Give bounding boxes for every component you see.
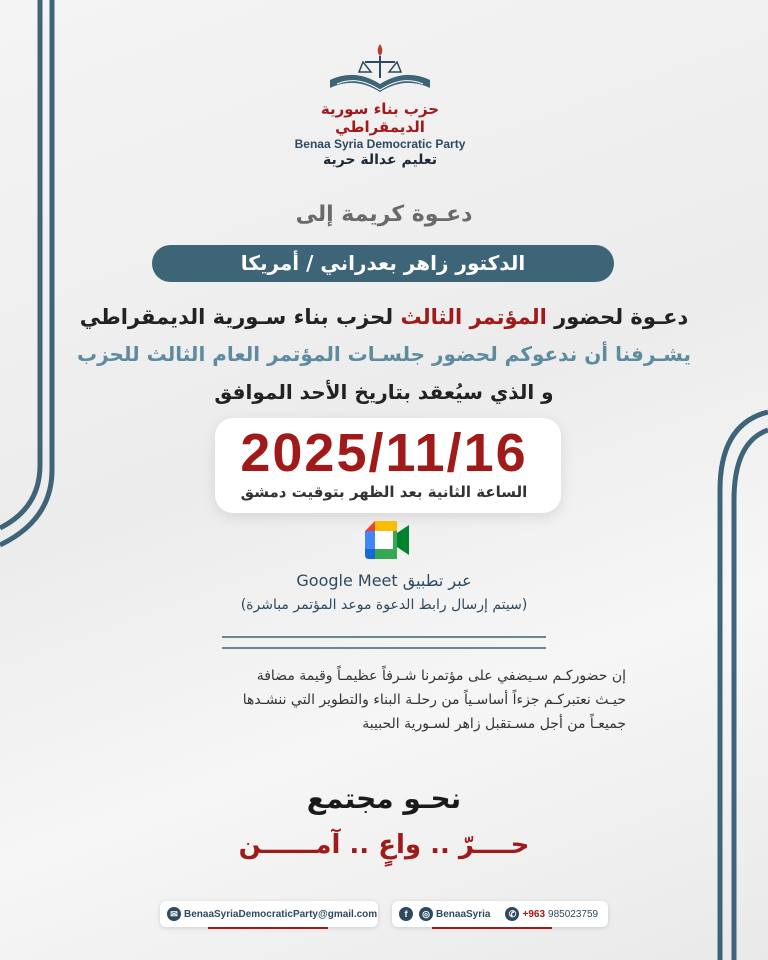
recipient-banner: الدكتور زاهر بعدراني / أمريكا (152, 245, 614, 282)
party-name-english: Benaa Syria Democratic Party (294, 137, 466, 151)
closing-slogan-line-2: حــــرّ .. واعٍ .. آمــــــن (238, 830, 530, 860)
book-scales-torch-logo (325, 40, 435, 98)
invitation-line-3: و الذي سيُعقد بتاريخ الأحد الموافق (214, 380, 554, 404)
link-note: (سيتم إرسال رابط الدعوة موعد المؤتمر مباشرة) (240, 597, 528, 613)
divider-bottom (222, 647, 546, 649)
paragraph-line-1: إن حضوركـم سـيضفي على مؤتمرنا شـرفاً عظيمـاً وقيمة مضافة (256, 668, 626, 684)
closing-paragraph (140, 664, 626, 736)
phone-number[interactable]: 985023759 (548, 908, 599, 920)
email-address[interactable]: BenaaSyriaDemocraticParty@gmail.com (184, 908, 378, 920)
paragraph-line-2: حيـث نعتبركـم جزءاً أساسـياً من رحلـة البناء والتطوير التي ننشـدها (242, 692, 626, 708)
line1-highlight: المؤتمر الثالث (400, 305, 547, 329)
invitation-line-2: يشـرفنا أن ندعوكم لحضور جلسـات المؤتمر العام الثالث للحزب (76, 342, 691, 366)
invitation-intro: دعـوة كريمة إلى (295, 202, 473, 227)
invitation-line-1 (0, 305, 768, 329)
meeting-platform: عبر تطبيق Google Meet (296, 571, 472, 590)
event-date: 2025/11/16 (240, 423, 528, 483)
closing-slogan-line-1: نحـو مجتمع (306, 782, 462, 815)
contact-card[interactable] (392, 901, 608, 927)
line1-prefix: دعـوة لحضور (546, 305, 689, 329)
contact-underline (432, 927, 552, 929)
paragraph-line-3: جميعـاً من أجل مسـتقبل زاهر لسـورية الحبيبة (362, 716, 626, 732)
party-logo (290, 40, 470, 168)
phone-code: +963 (522, 908, 546, 920)
whatsapp-icon[interactable]: ✆ (505, 907, 519, 921)
divider-top (222, 636, 546, 638)
instagram-icon[interactable]: ◎ (419, 907, 433, 921)
email-underline (208, 927, 328, 929)
line1-suffix: لحزب بناء سـورية الديمقراطي (79, 305, 401, 329)
social-handle[interactable]: BenaaSyria (436, 908, 491, 920)
facebook-icon[interactable]: f (399, 907, 413, 921)
event-time: الساعة الثانية بعد الظهر بتوقيت دمشق (240, 483, 528, 501)
party-slogan: تعليم عدالة حرية (322, 152, 438, 168)
mail-icon: ✉ (167, 907, 181, 921)
google-meet-icon (365, 521, 411, 559)
email-card[interactable] (160, 901, 378, 927)
party-name-arabic: حزب بناء سورية الديمقراطي (320, 100, 440, 136)
